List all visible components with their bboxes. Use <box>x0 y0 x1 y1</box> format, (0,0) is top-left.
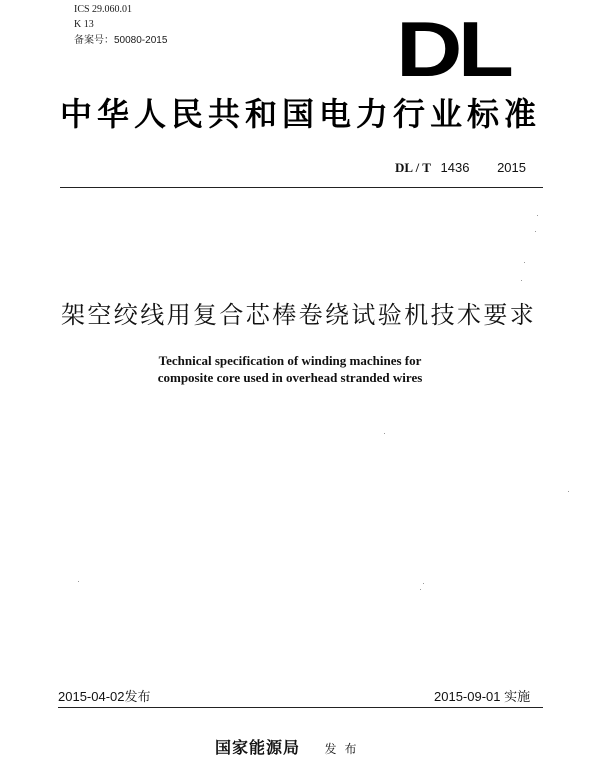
document-title-zh: 架空绞线用复合芯棒卷绕试验机技术要求 <box>61 301 537 329</box>
ccs-code: K 13 <box>74 19 94 30</box>
scan-speck <box>568 491 569 492</box>
document-title-en <box>0 352 600 386</box>
standard-year: 2015 <box>497 160 526 175</box>
scan-speck <box>535 231 536 232</box>
scan-speck <box>423 583 424 584</box>
document-title-en-line1: Technical specification of winding machines for <box>158 353 422 368</box>
scan-speck <box>78 581 79 582</box>
standard-number <box>395 160 526 176</box>
footer-divider <box>58 707 543 708</box>
scan-speck <box>521 280 522 281</box>
scan-speck <box>537 215 538 216</box>
document-title-en-line2: composite core used in overhead stranded wires <box>157 370 423 385</box>
dl-logo: DL <box>396 5 510 93</box>
publisher-action: 发布 <box>324 742 365 756</box>
ics-code: ICS 29.060.01 <box>74 4 133 15</box>
scan-speck <box>420 589 421 590</box>
scan-speck <box>524 262 525 263</box>
publisher <box>215 735 364 758</box>
standard-code: DL / T <box>395 160 431 175</box>
scan-speck <box>384 433 385 434</box>
standard-number-value: 1436 <box>440 160 470 175</box>
filing-number: 备案号：50080-2015 <box>74 35 168 46</box>
publisher-organization: 国家能源局 <box>215 740 301 757</box>
header-divider <box>60 187 543 188</box>
standard-header-title: 中华人民共和国电力行业标准 <box>60 96 542 132</box>
issue-date: 2015-04-02发布 <box>58 689 151 704</box>
implement-date: 2015-09-01 实施 <box>434 689 531 704</box>
